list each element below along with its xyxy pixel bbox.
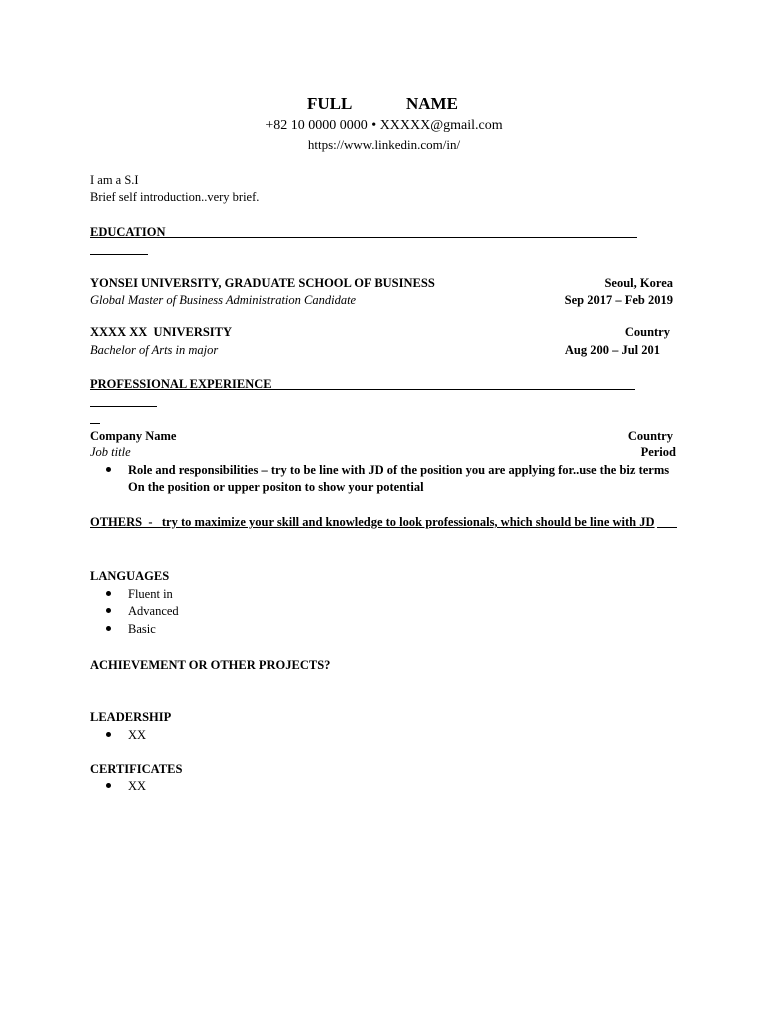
language-item-1: Fluent in [128, 587, 173, 601]
language-bullet-1 [106, 591, 111, 596]
language-bullet-3 [106, 626, 111, 631]
school-1-degree: Global Master of Business Administration Candidate [90, 293, 357, 307]
school-2-name: XXXX XX UNIVERSITY [90, 325, 233, 339]
others-heading: OTHERS - try to maximize your skill and knowledge to look professionals, which should be line with JD [90, 515, 655, 529]
name-first: FULL [307, 94, 353, 113]
language-bullet-2 [106, 608, 111, 613]
job-period: Period [640, 445, 676, 459]
achievement-heading: ACHIEVEMENT OR OTHER PROJECTS? [90, 658, 331, 672]
languages-heading: LANGUAGES [90, 569, 170, 583]
responsibility-line-1: Role and responsibilities – try to be line with JD of the position you are applying for..use the biz terms [128, 463, 670, 477]
linkedin-url[interactable]: https://www.linkedin.com/in/ [307, 137, 461, 152]
experience-rule [90, 389, 635, 390]
company-country: Country [627, 429, 673, 443]
leadership-bullet [106, 732, 111, 737]
contact-separator: • [371, 118, 377, 133]
certificates-bullet [106, 783, 111, 788]
experience-bullet [106, 467, 111, 472]
responsibility-line-2: On the position or upper positon to show your potential [128, 480, 424, 494]
phone-number: +82 10 0000 0000 [265, 118, 368, 133]
certificates-heading: CERTIFICATES [90, 762, 183, 776]
experience-heading: PROFESSIONAL EXPERIENCE [90, 377, 272, 391]
others-rule-tail [657, 527, 677, 528]
school-1-dates: Sep 2017 – Feb 2019 [564, 293, 673, 307]
school-1-name: YONSEI UNIVERSITY, GRADUATE SCHOOL OF BUSINESS [90, 276, 435, 290]
experience-rule-short [90, 406, 157, 407]
school-1-location: Seoul, Korea [604, 276, 673, 290]
contact-line [0, 117, 768, 135]
education-rule [90, 237, 637, 238]
language-item-3: Basic [128, 622, 156, 636]
language-item-2: Advanced [128, 604, 179, 618]
school-2-degree: Bachelor of Arts in major [90, 343, 219, 357]
leadership-heading: LEADERSHIP [90, 710, 172, 724]
email-address[interactable]: XXXXX@gmail.com [379, 118, 503, 133]
experience-rule-tick [90, 423, 100, 424]
job-title: Job title [90, 445, 131, 459]
education-rule-short [90, 254, 148, 255]
education-heading: EDUCATION [90, 225, 166, 239]
company-name: Company Name [90, 429, 177, 443]
school-2-location: Country [624, 325, 670, 339]
intro-line-2: Brief self introduction..very brief. [90, 190, 260, 204]
name-last: NAME [406, 94, 458, 113]
leadership-item: XX [128, 728, 147, 742]
certificates-item: XX [128, 779, 147, 793]
school-2-dates: Aug 200 – Jul 201 [564, 343, 660, 357]
intro-line-1: I am a S.I [90, 173, 139, 187]
